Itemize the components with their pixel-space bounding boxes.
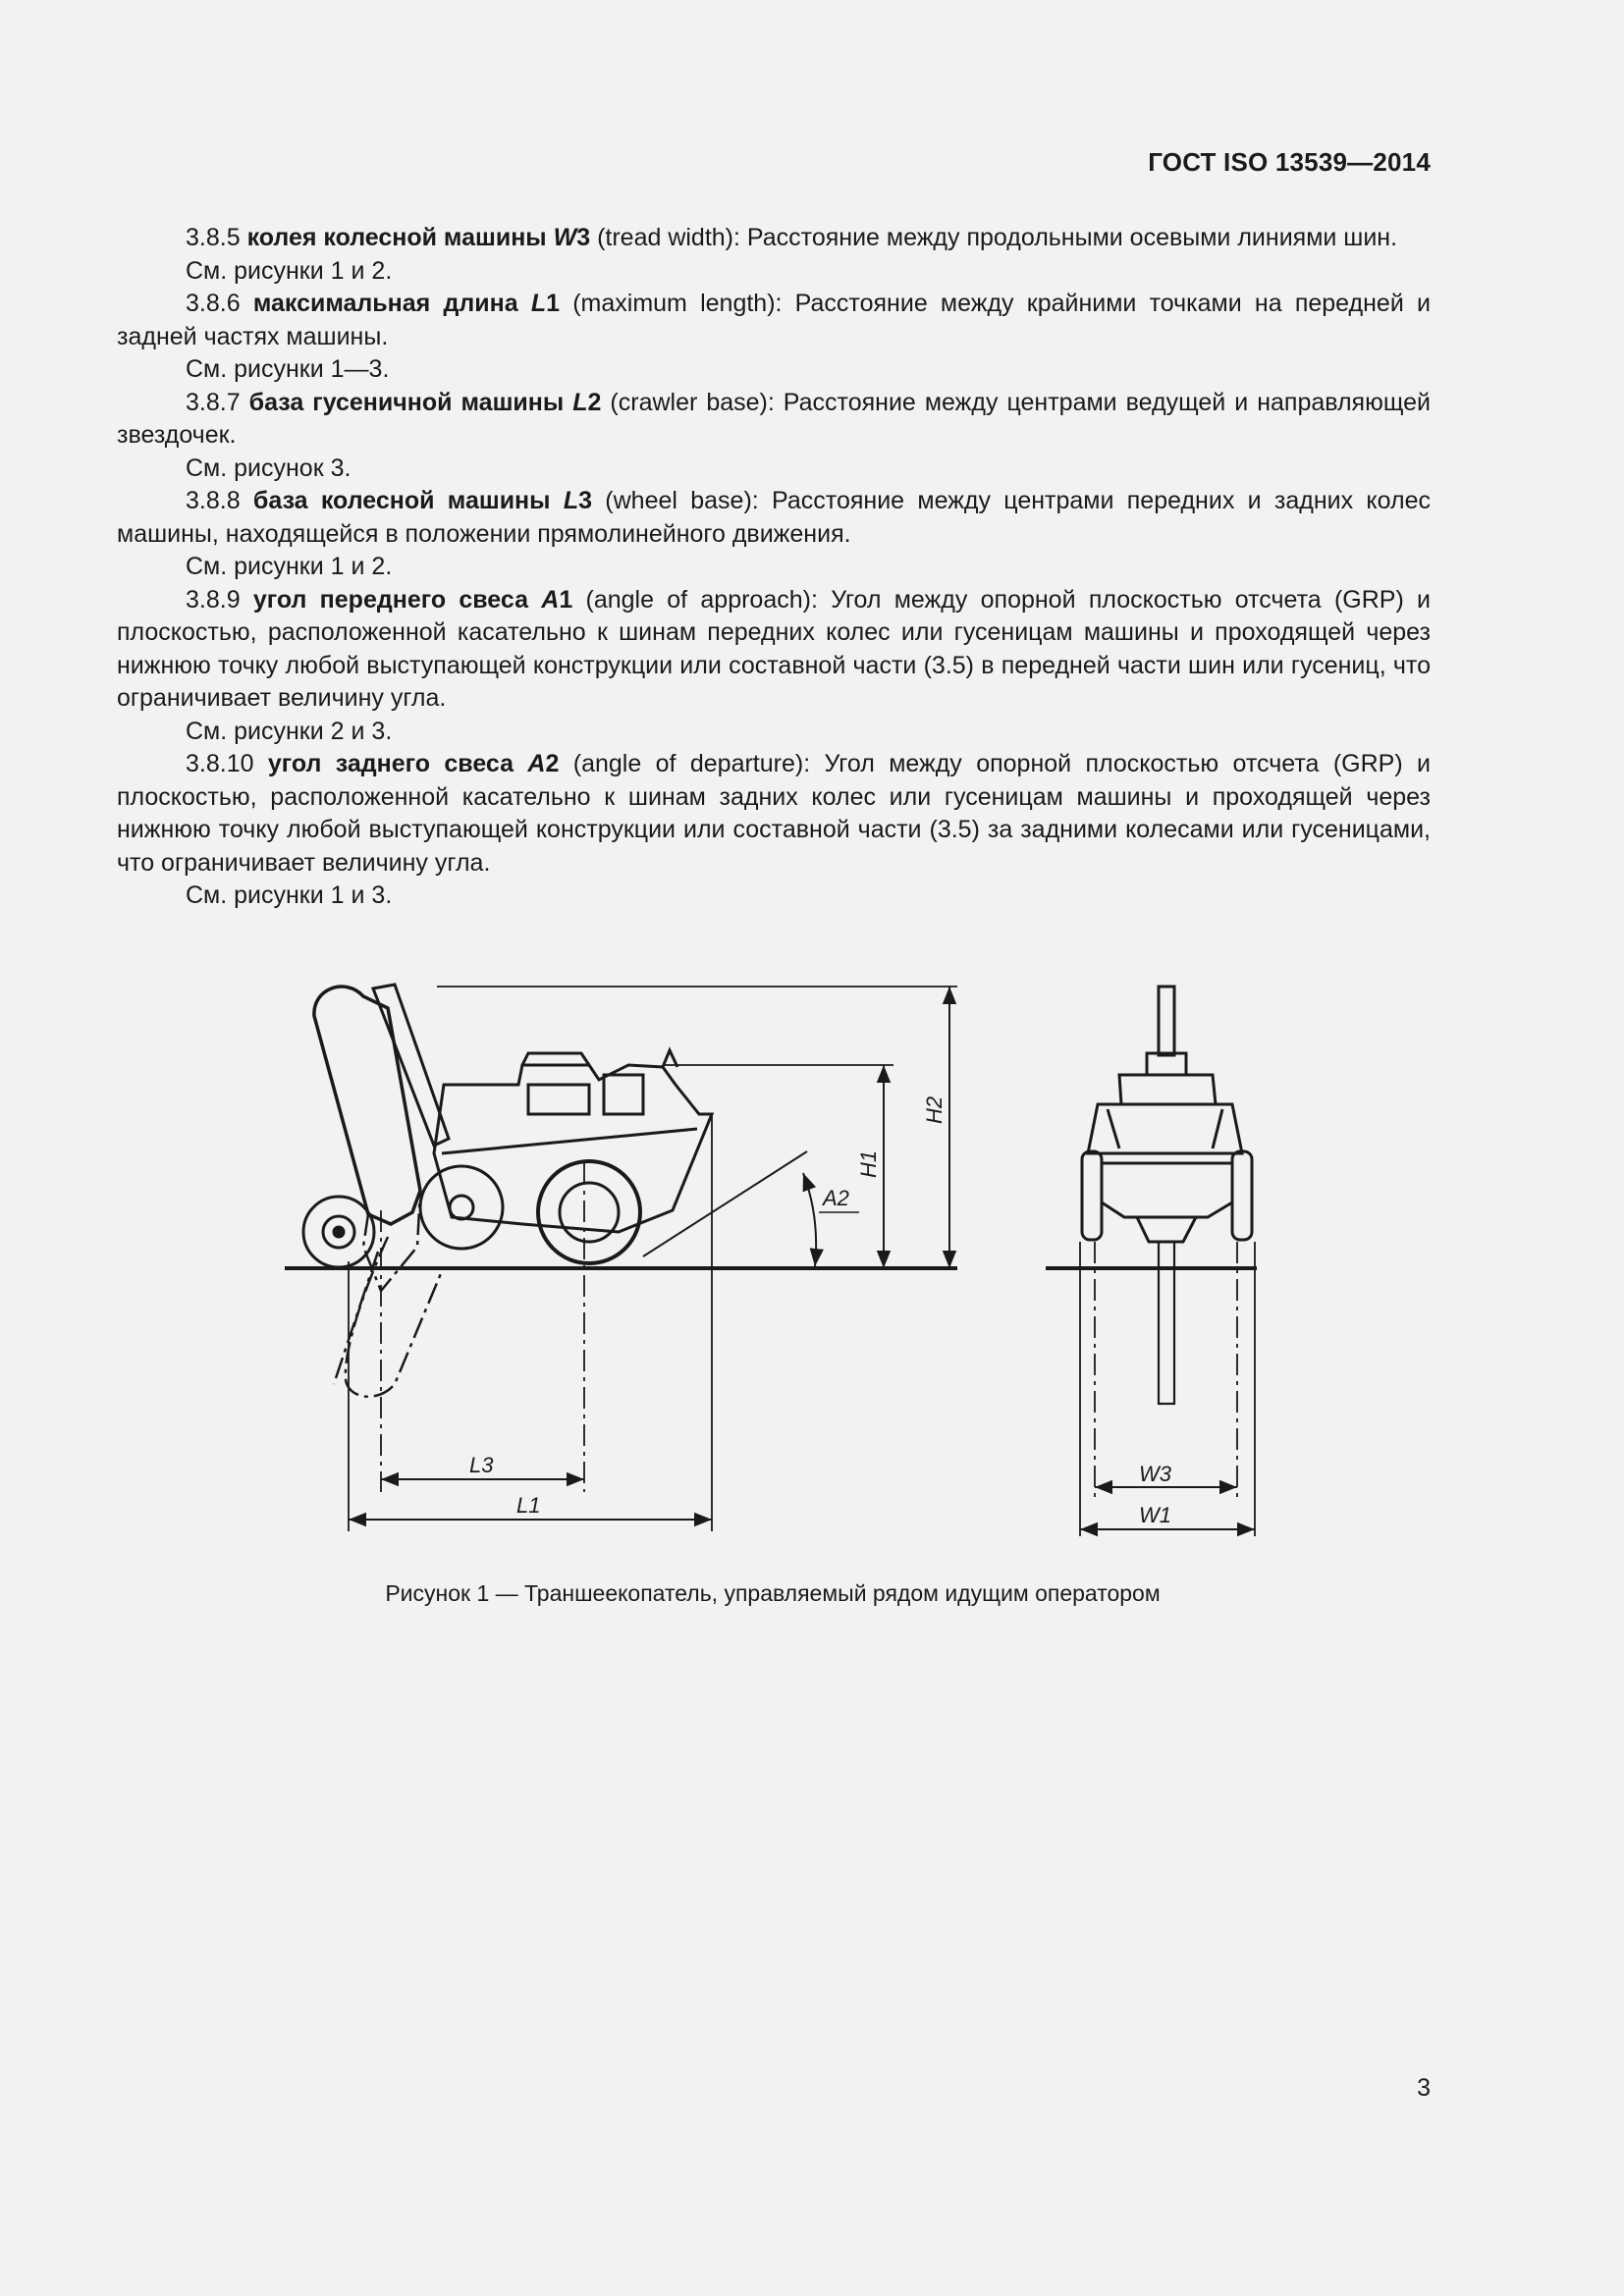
term-reference: См. рисунки 2 и 3. <box>186 717 393 745</box>
terms-section <box>117 222 1431 913</box>
l1-label: L1 <box>516 1493 541 1518</box>
trencher-drawing <box>265 967 1276 1556</box>
front-view <box>1046 987 1257 1536</box>
trencher-figure <box>265 967 1276 1556</box>
term-reference: См. рисунки 1—3. <box>186 355 390 383</box>
left-wheel <box>1082 1151 1102 1240</box>
term-paragraph: 3.8.5 колея колесной машины W3 (tread width): Расстояние между продольными осевыми линиями шин. <box>186 224 1398 251</box>
term-paragraph: 3.8.8 база колесной машины L3 (wheel base): Расстояние между центрами передних и задних колес машины, находящейся в положении прямолинейного движения. <box>117 487 1431 548</box>
term-reference: См. рисунки 1 и 3. <box>186 881 393 909</box>
boom-drive-wheel <box>420 1166 503 1249</box>
front-wheel <box>303 1197 374 1267</box>
term-name: угол заднего свеса A2 <box>267 750 560 777</box>
term-paragraph: 3.8.9 угол переднего свеса A1 (angle of approach): Угол между опорной плоскостью отсчета (GRP) и плоскостью, расположенной касательно к шинам передних колес или гусеницам машины и проходящей через нижнюю точку любой выступающей конструкции или составной части (3.5) в передней части шин или гусениц, что ограничивает величину угла. <box>117 585 1432 712</box>
side-view <box>285 985 957 1531</box>
term-paragraph: 3.8.10 угол заднего свеса A2 (angle of departure): Угол между опорной плоскостью отсчета (GRP) и плоскостью, расположенной касательно к шинам задних колес или гусеницам машины и проходящей через нижнюю точку любой выступающей конструкции или составной части (3.5) за задними колесами или гусеницами, что ограничивает величину угла. <box>117 750 1431 877</box>
term-paragraph: 3.8.7 база гусеничной машины L2 (crawler base): Расстояние между центрами ведущей и направляющей звездочек. <box>117 388 1431 449</box>
h1-label: H1 <box>856 1149 881 1178</box>
machine-body <box>434 1050 712 1232</box>
term-paragraph: 3.8.6 максимальная длина L1 (maximum length): Расстояние между крайними точками на передней и задней частях машины. <box>117 290 1431 350</box>
right-wheel <box>1232 1151 1252 1240</box>
term-reference: См. рисунки 1 и 2. <box>186 553 393 580</box>
term-name: база колесной машины L3 <box>252 487 592 514</box>
term-name: база гусеничной машины L2 <box>248 388 602 416</box>
rear-wheel <box>538 1161 640 1263</box>
term-reference: См. рисунок 3. <box>186 454 352 482</box>
l3-label: L3 <box>469 1453 494 1477</box>
a2-tangent-line <box>643 1151 807 1256</box>
h2-label: H2 <box>922 1095 947 1124</box>
term-name: колея колесной машины W3 <box>246 224 591 251</box>
figure-caption: Рисунок 1 — Траншеекопатель, управляемый рядом идущим оператором <box>385 1580 1161 1606</box>
w1-label: W1 <box>1139 1503 1171 1527</box>
term-name: максимальная длина L1 <box>252 290 560 317</box>
document-header: ГОСТ ISO 13539—2014 <box>1148 147 1431 177</box>
a2-label: A2 <box>823 1186 849 1210</box>
w3-label: W3 <box>1139 1462 1171 1486</box>
term-reference: См. рисунки 1 и 2. <box>186 256 393 285</box>
a2-angle-arc <box>803 1173 816 1266</box>
page-number: 3 <box>1417 2074 1431 2102</box>
term-name: угол переднего свеса A1 <box>252 585 573 614</box>
